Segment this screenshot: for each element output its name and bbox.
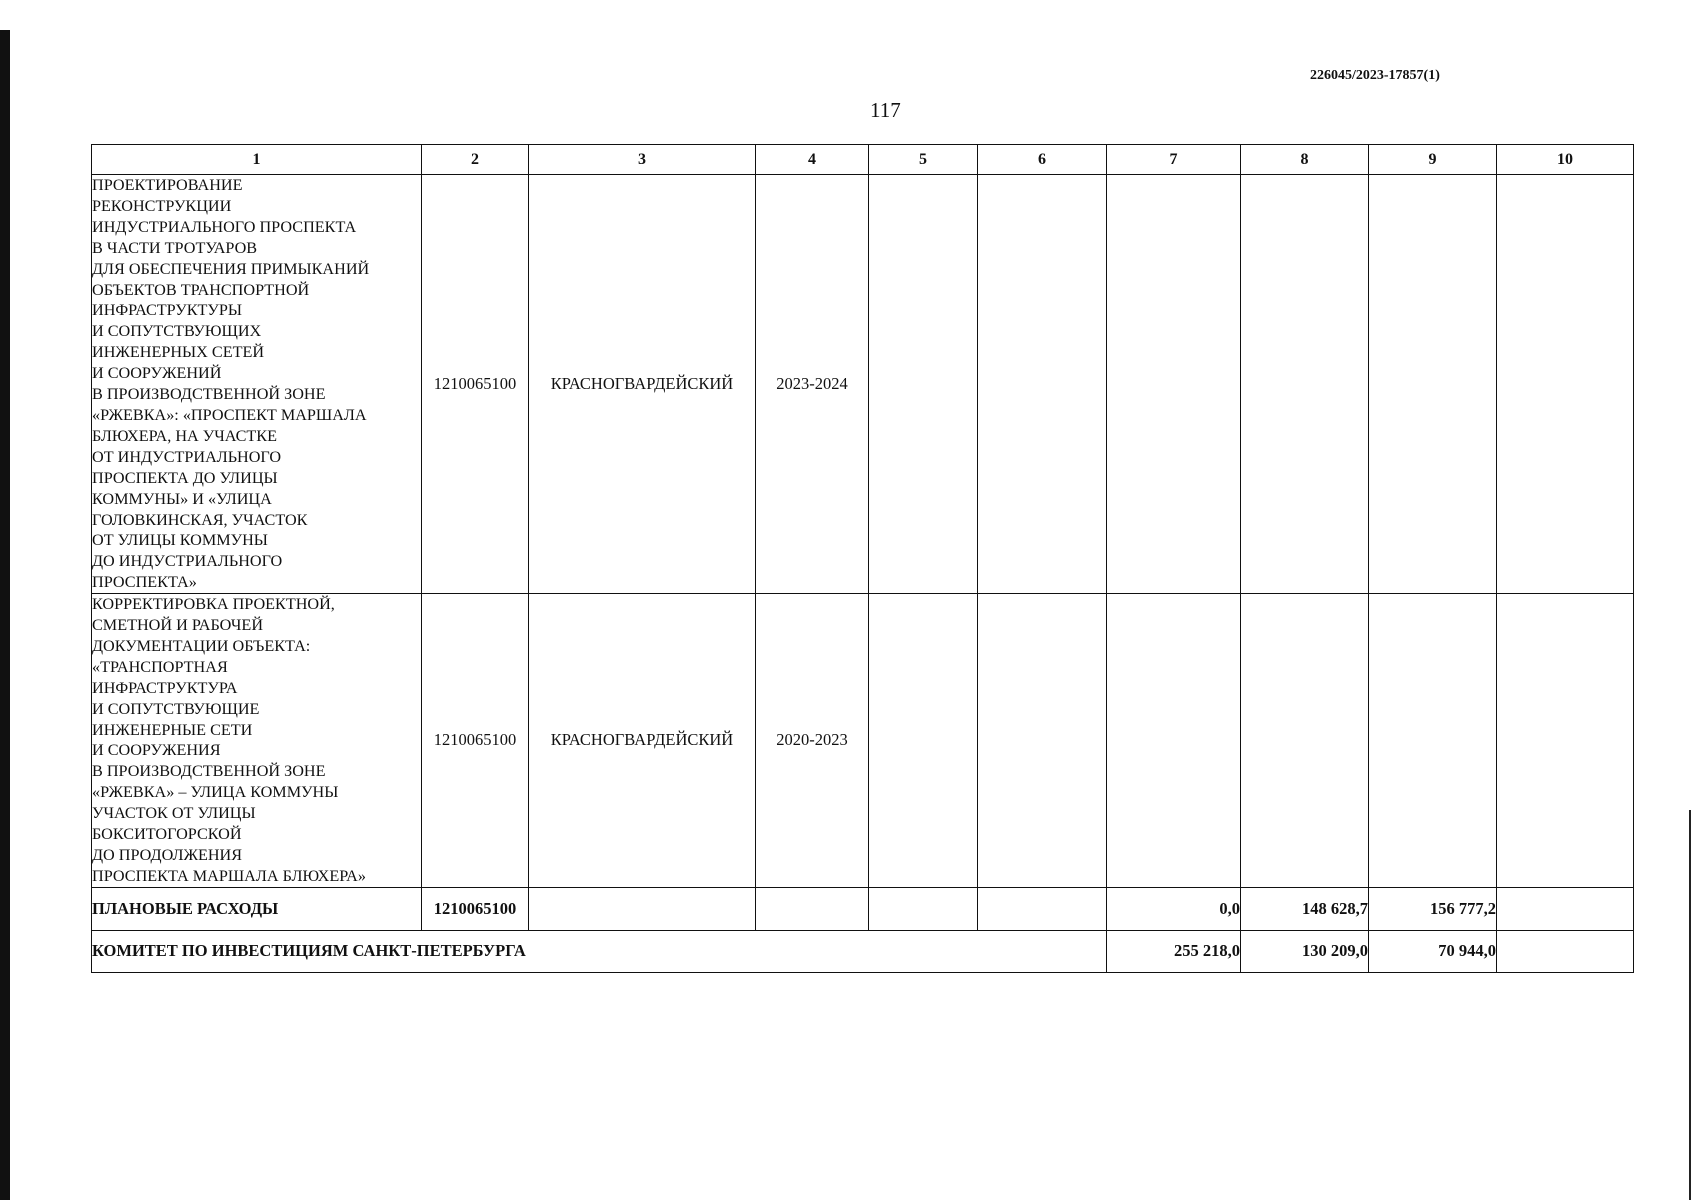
row-period: 2023-2024 xyxy=(756,175,869,594)
row-col-8 xyxy=(1241,175,1369,594)
row-col-6 xyxy=(978,175,1107,594)
page-number: 117 xyxy=(870,98,901,122)
header-col-1: 1 xyxy=(92,145,422,175)
table-header xyxy=(92,145,1634,175)
planned-expenses-label: ПЛАНОВЫЕ РАСХОДЫ xyxy=(92,887,422,930)
row-col-6 xyxy=(978,594,1107,888)
header-col-2: 2 xyxy=(422,145,529,175)
planned-expenses-code: 1210065100 xyxy=(422,887,529,930)
row-col-9 xyxy=(1369,175,1497,594)
header-col-8: 8 xyxy=(1241,145,1369,175)
planned-col-5 xyxy=(869,887,978,930)
header-col-6: 6 xyxy=(978,145,1107,175)
row-col-9 xyxy=(1369,594,1497,888)
planned-col-9-value: 156 777,2 xyxy=(1369,887,1497,930)
total-col-9-value: 70 944,0 xyxy=(1369,930,1497,972)
header-row xyxy=(92,145,1634,175)
row-description: КОРРЕКТИРОВКА ПРОЕКТНОЙ, СМЕТНОЙ И РАБОЧЕЙ ДОКУМЕНТАЦИИ ОБЪЕКТА: «ТРАНСПОРТНАЯ ИНФРАСТРУКТУРА И СОПУТСТВУЮЩИЕ ИНЖЕНЕРНЫЕ СЕТИ И СООРУЖЕНИЯ В ПРОИЗВОДСТВЕННОЙ ЗОНЕ «РЖЕВКА» – УЛИЦА КОММУНЫ УЧАСТОК ОТ УЛИЦЫ БОКСИТОГОРСКОЙ ДО ПРОДОЛЖЕНИЯ ПРОСПЕКТА МАРШАЛА БЛЮХЕРА» xyxy=(92,594,422,888)
header-col-10: 10 xyxy=(1497,145,1634,175)
row-code: 1210065100 xyxy=(422,175,529,594)
row-period: 2020-2023 xyxy=(756,594,869,888)
budget-table xyxy=(91,144,1634,973)
row-col-5 xyxy=(869,175,978,594)
total-col-8-value: 130 209,0 xyxy=(1241,930,1369,972)
planned-col-7-value: 0,0 xyxy=(1107,887,1241,930)
row-col-8 xyxy=(1241,594,1369,888)
header-col-9: 9 xyxy=(1369,145,1497,175)
planned-col-8-value: 148 628,7 xyxy=(1241,887,1369,930)
planned-col-6 xyxy=(978,887,1107,930)
row-district: КРАСНОГВАРДЕЙСКИЙ xyxy=(529,175,756,594)
row-col-5 xyxy=(869,594,978,888)
row-col-10 xyxy=(1497,594,1634,888)
table-row xyxy=(92,594,1634,888)
row-description: ПРОЕКТИРОВАНИЕ РЕКОНСТРУКЦИИ ИНДУСТРИАЛЬНОГО ПРОСПЕКТА В ЧАСТИ ТРОТУАРОВ ДЛЯ ОБЕСПЕЧЕНИЯ ПРИМЫКАНИЙ ОБЪЕКТОВ ТРАНСПОРТНОЙ ИНФРАСТРУКТУРЫ И СОПУТСТВУЮЩИХ ИНЖЕНЕРНЫХ СЕТЕЙ И СООРУЖЕНИЙ В ПРОИЗВОДСТВЕННОЙ ЗОНЕ «РЖЕВКА»: «ПРОСПЕКТ МАРШАЛА БЛЮХЕРА, НА УЧАСТКЕ ОТ ИНДУСТРИАЛЬНОГО ПРОСПЕКТА ДО УЛИЦЫ КОММУНЫ» И «УЛИЦА ГОЛОВКИНСКАЯ, УЧАСТОК ОТ УЛИЦЫ КОММУНЫ ДО ИНДУСТРИАЛЬНОГО ПРОСПЕКТА» xyxy=(92,175,422,594)
total-col-10 xyxy=(1497,930,1634,972)
planned-expenses-row xyxy=(92,887,1634,930)
row-col-10 xyxy=(1497,175,1634,594)
header-col-5: 5 xyxy=(869,145,978,175)
total-col-7-value: 255 218,0 xyxy=(1107,930,1241,972)
committee-total-label: КОМИТЕТ ПО ИНВЕСТИЦИЯМ САНКТ-ПЕТЕРБУРГА xyxy=(92,930,1107,972)
planned-col-4 xyxy=(756,887,869,930)
table-row xyxy=(92,175,1634,594)
header-col-4: 4 xyxy=(756,145,869,175)
row-code: 1210065100 xyxy=(422,594,529,888)
header-col-7: 7 xyxy=(1107,145,1241,175)
scan-edge-left xyxy=(0,30,10,1200)
header-col-3: 3 xyxy=(529,145,756,175)
document-number: 226045/2023-17857(1) xyxy=(1310,68,1440,83)
row-col-7 xyxy=(1107,175,1241,594)
row-col-7 xyxy=(1107,594,1241,888)
committee-total-row xyxy=(92,930,1634,972)
row-district: КРАСНОГВАРДЕЙСКИЙ xyxy=(529,594,756,888)
planned-col-3 xyxy=(529,887,756,930)
planned-col-10 xyxy=(1497,887,1634,930)
scan-edge-right xyxy=(1689,810,1691,1200)
